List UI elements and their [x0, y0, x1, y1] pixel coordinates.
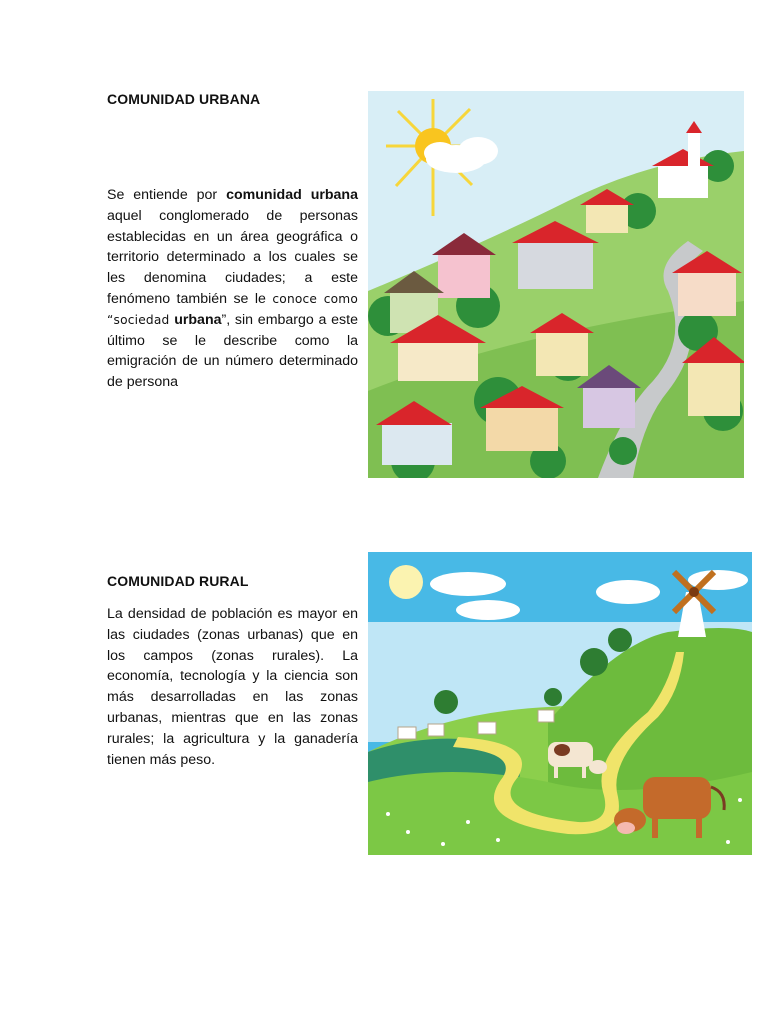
rural-heading: COMUNIDAD RURAL — [107, 573, 249, 589]
urban-town-illustration — [368, 91, 744, 478]
urban-text-lead: Se entiende por — [107, 187, 218, 203]
urban-bold-term: comunidad urbana — [226, 187, 358, 203]
house-icon — [538, 710, 554, 722]
rural-paragraph: La densidad de población es mayor en las ciudades (zonas urbanas) que en los campos (zonas rurales). La economía, tecnología y la ciencia son más desarrolladas en las zonas urbanas, mientras que en las zonas rurales; la agricultura y la ganadería tienen más peso. — [107, 606, 358, 768]
urban-text-thin: conoce como “sociedad — [107, 291, 358, 327]
rural-landscape-illustration — [368, 552, 752, 855]
urban-text-mid: aquel conglomerado de personas establecidas en un área geográfica o territorio determinado a los cuales se les denomina ciudades; a este fenómeno también se le — [107, 207, 358, 307]
urban-bold-word: urbana — [174, 311, 222, 328]
urban-heading: COMUNIDAD URBANA — [107, 91, 261, 107]
urban-paragraph — [107, 185, 358, 393]
urban-text-end: ”, sin embargo a este último se le describe como la emigración de un número determinado de persona — [107, 311, 358, 391]
house-icon — [428, 724, 444, 736]
house-icon — [478, 722, 496, 734]
house-icon — [398, 727, 416, 739]
sun-icon — [389, 565, 423, 599]
